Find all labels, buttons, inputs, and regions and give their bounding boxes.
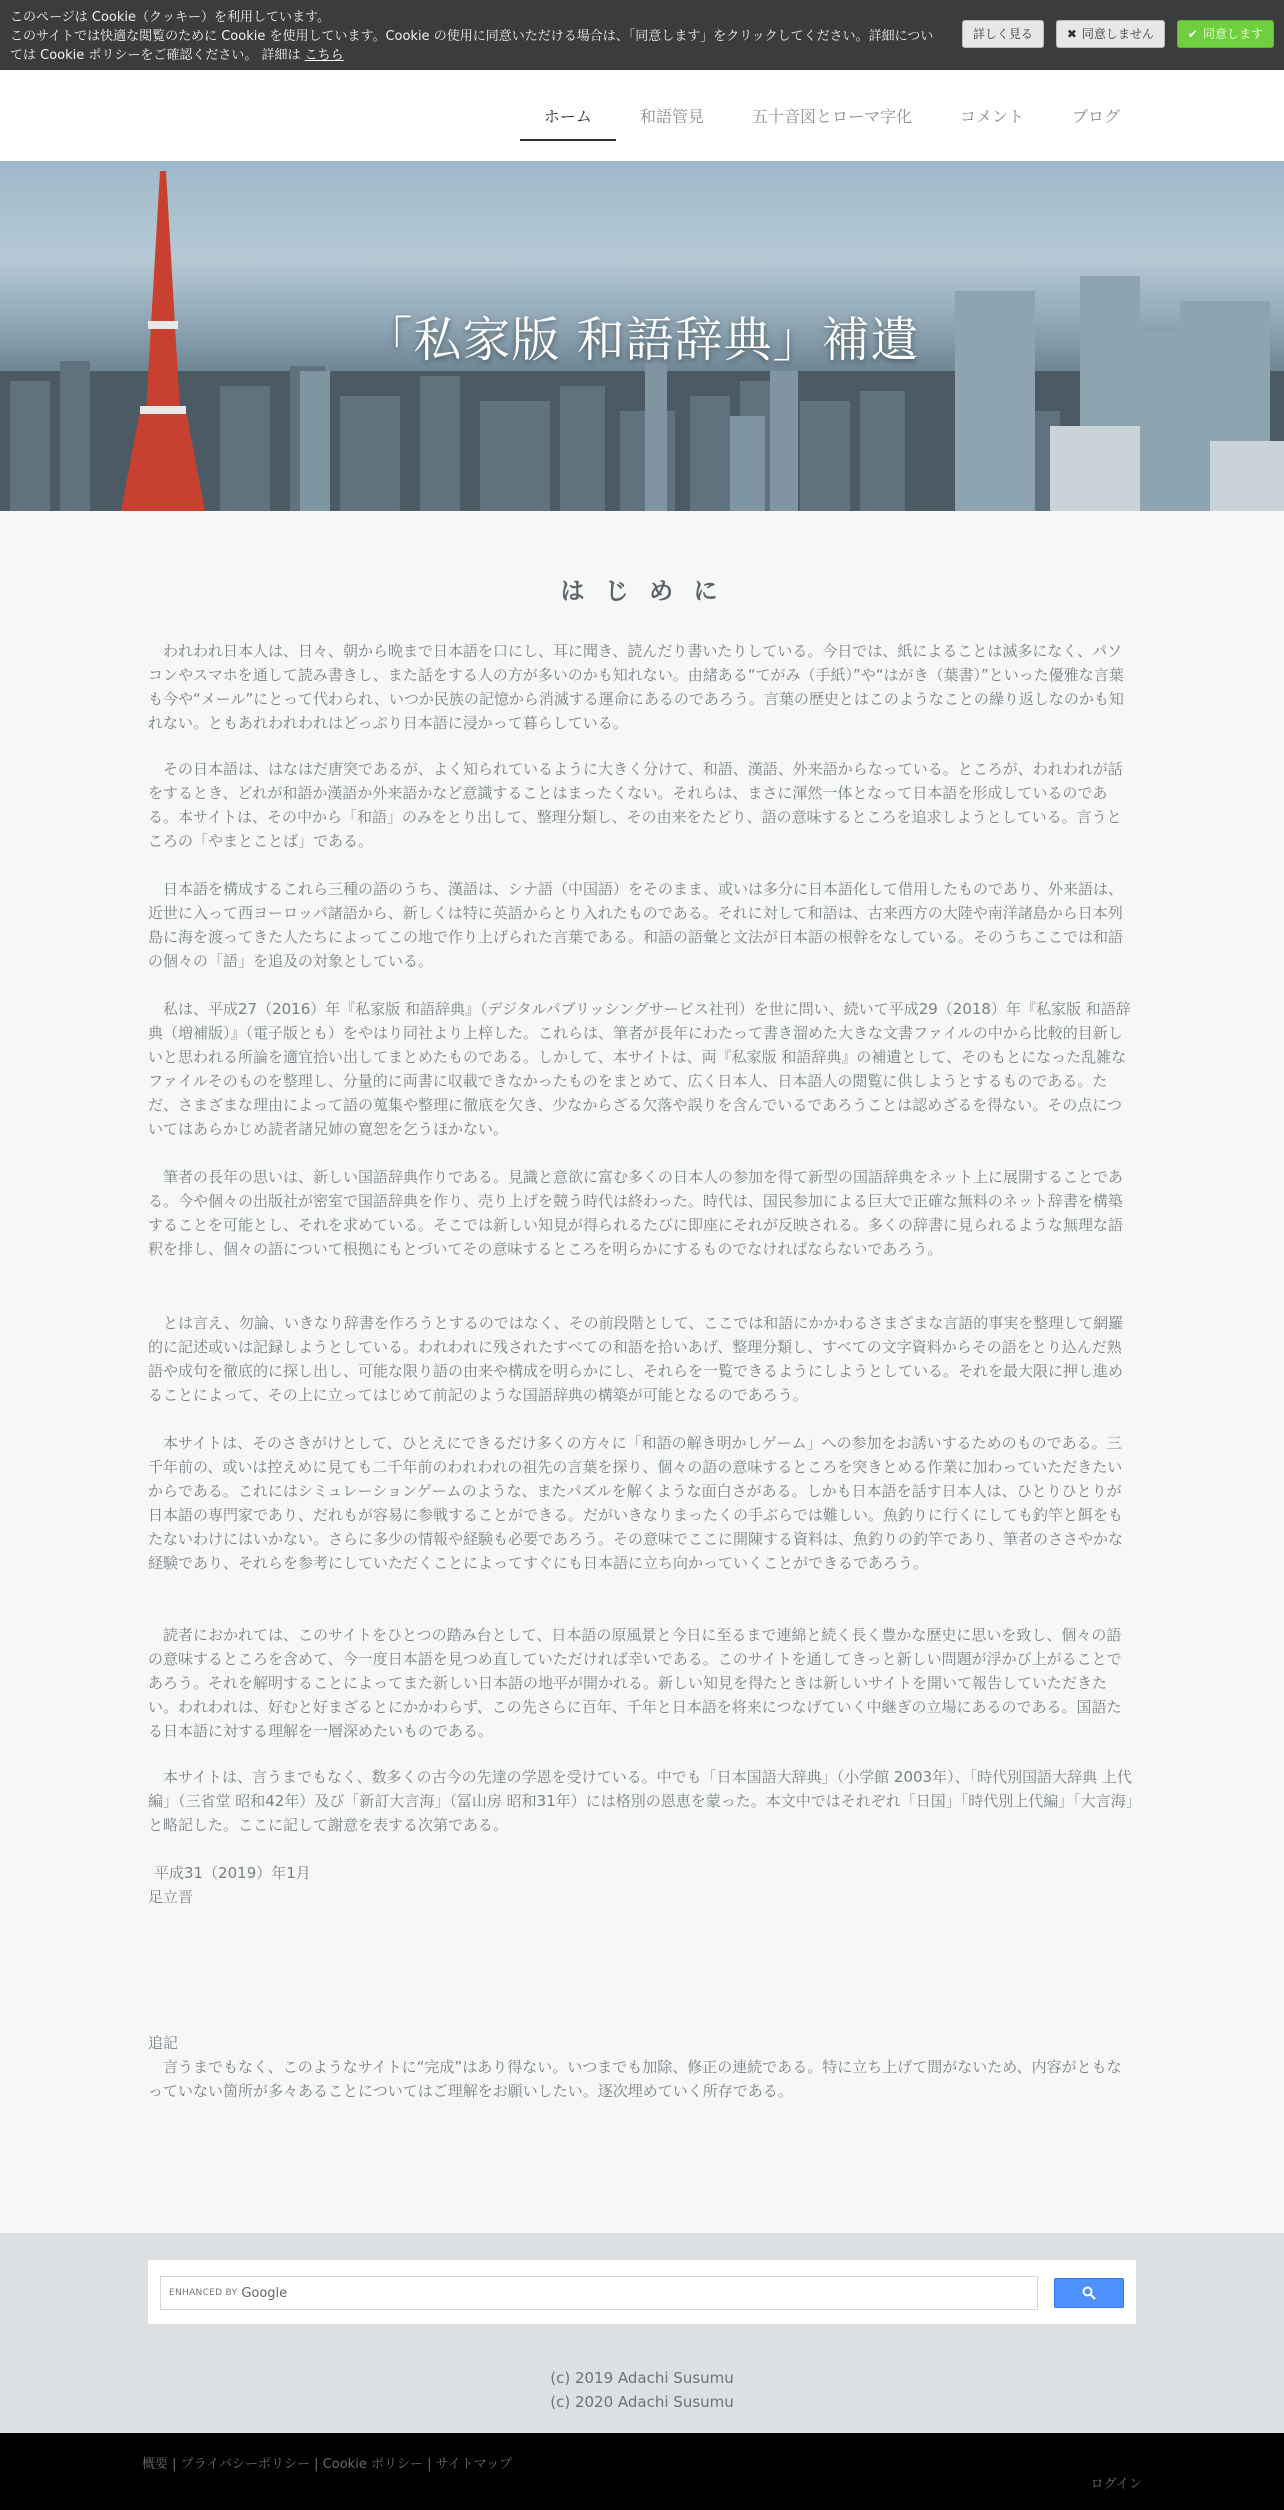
intro-paragraph-2: その日本語は、はなはだ唐突であるが、よく知られているように大きく分けて、和語、漢語、外来語からなっている。ところが、われわれが話をするとき、どれが和語か漢語か外来語かなど意識することはまったくない。それらは、まさに渾然一体となって日本語を形成しているのである。本サイトは、その中から「和語」のみをとり出して、整理分類し、その由来をたどり、語の意味するところを追求しようとしている。言うところの「やまとことば」である。 <box>148 760 1123 850</box>
intro-paragraph-9: 本サイトは、言うまでもなく、数多くの古今の先達の学恩を受けている。中でも「日本国語大辞典」（小学館 2003年）、「時代別国語大辞典 上代編」（三省堂 昭和42年）及び「新訂大言海」（冨山房 昭和31年）には格別の恩恵を蒙った。本文中ではそれぞれ「日国」「時代別上代編」「大言海」と略記した。ここに記して謝意を表する次第である。 <box>148 1768 1134 1834</box>
postscript-text: 言うまでもなく、このようなサイトに“完成”はあり得ない。いつまでも加除、修正の連続である。特に立ち上げて間がないため、内容がともなっていない箇所が多々あることについてはご理解をお願いしたい。逐次埋めていく所存である。 <box>148 2058 1122 2100</box>
cookie-decline-label: 同意しません <box>1081 26 1154 41</box>
copyright <box>0 2366 1284 2414</box>
signature-author: 足立晋 <box>148 1888 194 1906</box>
signature-date: 平成31（2019）年1月 <box>154 1864 311 1882</box>
hero-banner <box>0 161 1284 511</box>
copyright-line-1: (c) 2019 Adachi Susumu <box>550 2369 734 2387</box>
search-section <box>0 2233 1284 2433</box>
cookie-line-2: このサイトでは快適な閲覧のために Cookie を使用しています。Cookie の使用に同意いただける場合は、「同意します」をクリックしてください。詳細につい <box>10 29 934 44</box>
copyright-line-2: (c) 2020 Adachi Susumu <box>550 2393 734 2411</box>
intro-paragraph-6: とは言え、勿論、いきなり辞書を作ろうとするのではなく、その前段階として、ここでは和語にかかわるさまざまな言語的事実を整理して網羅的に記述或いは記録しようとしている。われわれに残されたすべての和語を拾いあげ、整理分類し、すべての文字資料からその語をとり込んだ熟語や成句を徹底的に探し出し、可能な限り語の由来や構成を明らかにし、それらを一覧できるようにしようとしている。それを最大限に押し進めることによって、その上に立ってはじめて前記のような国語辞典の構築が可能となるのであろう。 <box>148 1314 1124 1404</box>
cookie-line-1: このページは Cookie（クッキー）を利用しています。 <box>10 10 330 25</box>
cookie-agree-button[interactable] <box>1177 20 1274 48</box>
check-icon: ✔ <box>1187 26 1198 41</box>
google-search-box <box>147 2259 1137 2325</box>
page-title: は じ め に <box>560 577 724 605</box>
hero-title: 「私家版 和語辞典」補遺 <box>364 312 920 368</box>
cookie-text <box>10 8 940 65</box>
footer-link-sitemap[interactable]: サイトマップ <box>435 2457 513 2472</box>
cookie-decline-button[interactable] <box>1056 20 1165 48</box>
intro-paragraph-4: 私は、平成27（2016）年『私家版 和語辞典』（デジタルパブリッシングサービス社刊）を世に問い、続いて平成29（2018）年『私家版 和語辞典（増補版）』（電子版とも）をやはり同社より上梓した。これらは、筆者が長年にわたって書き溜めた大きな文書ファイルの中から比較的目新しいと思われる所論を適宜拾い出してまとめたものである。しかして、本サイトは、両『私家版 和語辞典』の補遺として、そのもとになった乱雑なファイルそのものを整理し、分量的に両書に収載できなかったものをまとめて、広く日本人、日本語人の閲覧に供しようとするものである。ただ、さまざまな理由によって語の蒐集や整理に徹底を欠き、少なからざる欠落や誤りを含んでいるであろうことは認めざるを得ない。その点についてはあらかじめ読者諸兄姉の寛恕を乞うほかない。 <box>148 1000 1131 1138</box>
nav-item-home[interactable]: ホーム <box>520 98 616 141</box>
footer-separator: | <box>172 2457 181 2472</box>
cookie-details-button[interactable] <box>962 20 1044 48</box>
footer-separator: | <box>314 2457 323 2472</box>
cookie-details-label: 詳しく見る <box>972 26 1033 41</box>
nav-item-comments[interactable]: コメント <box>959 107 1024 126</box>
intro-paragraph-5: 筆者の長年の思いは、新しい国語辞典作りである。見識と意欲に富む多くの日本人の参加を得て新型の国語辞典をネット上に展開することである。今や個々の出版社が密室で国語辞典を作り、売り上げを競う時代は終わった。時代は、国民参加による巨大で正確な無料のネット辞書を構築することを可能とし、それを求めている。そこでは新しい知見が得られるたびに即座にそれが反映される。多くの辞書に見られるような無理な語釈を排し、個々の語について根拠にもとづいてその意味するところを明らかにするものでなければならないであろう。 <box>148 1168 1124 1258</box>
intro-paragraph-7: 本サイトは、そのさきがけとして、ひとえにできるだけ多くの方々に「和語の解き明かしゲーム」への参加をお誘いするためのものである。三千年前の、或いは控えめに見ても二千年前のわれわれの祖先の言葉を探り、個々の語の意味するところを突きとめる作業に加わっていただきたいからである。これにはシミュレーションゲームのような、またパズルを解くような面白さがある。しかも日本語を話す日本人は、ひとりひとりが日本語の専門家であり、だれもが容易に参戦することができる。だがいきなりまったくの手ぶらでは難しい。魚釣りに行くにしても釣竿と餌をもたないわけにはいかない。さらに多少の情報や経験も必要であろう。その意味でここに開陳する資料は、魚釣りの釣竿であり、筆者のささやかな経験であり、それらを参考にしていただくことによってすぐにも日本語に立ち向かっていくことができるであろう。 <box>148 1434 1124 1572</box>
footer-links <box>142 2453 512 2472</box>
nav-item-blog[interactable]: ブログ <box>1071 107 1120 126</box>
postscript-label: 追記 <box>148 2034 179 2052</box>
cookie-bar <box>0 0 1284 70</box>
cookie-line-3: ては Cookie ポリシーをご確認ください。 詳細は <box>10 48 305 63</box>
google-logo: Google <box>241 2285 288 2301</box>
nav-item-gojuon[interactable]: 五十音図とローマ字化 <box>751 107 912 126</box>
search-button[interactable] <box>1054 2278 1124 2308</box>
x-icon: ✖ <box>1066 26 1077 41</box>
cookie-policy-link[interactable]: こちら <box>304 48 344 63</box>
intro-paragraph-8: 読者におかれては、このサイトをひとつの踏み台として、日本語の原風景と今日に至るまで連綿と続く長く豊かな歴史に思いを致し、個々の語の意味するところを含めて、今一度日本語を見つめ直していただければ幸いである。このサイトを通してきっと新しい問題が浮かび上がることであろう。それを解明することによってまた新しい日本語の地平が開かれる。新しい知見を得たときは新しいサイトを開いて報告していただきたい。われわれは、好むと好まざるとにかかわらず、この先さらに百年、千年と日本語を将来につなげていく中継ぎの立場にあるのである。国語たる日本語に対する理解を一層深めたいものである。 <box>148 1626 1122 1740</box>
search-icon <box>1082 2286 1096 2300</box>
footer-link-privacy[interactable]: プライバシーポリシー <box>180 2457 311 2472</box>
site-footer <box>0 2433 1284 2510</box>
search-input[interactable] <box>160 2276 1038 2310</box>
site-header <box>0 70 1284 162</box>
main-content <box>0 511 1284 2233</box>
intro-paragraph-3: 日本語を構成するこれら三種の語のうち、漢語は、シナ語（中国語）をそのまま、或いは多分に日本語化して借用したものであり、外来語は、近世に入って西ヨーロッパ諸語から、新しくは特に英語からとり入れたものである。それに対して和語は、古来西方の大陸や南洋諸島から日本列島に海を渡ってきた人たちによってこの地で作り上げられた言葉である。和語の語彙と文法が日本語の根幹をなしている。そのうちここでは和語の個々の「語」を追及の対象としている。 <box>148 880 1124 970</box>
intro-paragraph-1: われわれ日本人は、日々、朝から晩まで日本語を口にし、耳に聞き、読んだり書いたりしている。今日では、紙によることは滅多になく、パソコンやスマホを通して読み書きし、また話をする人の方が多いのかも知れない。由緒ある“てがみ（手紙）”や“はがき（葉書）”といった優雅な言葉も今や“メール”にとって代わられ、いつか民族の記憶から消滅する運命にあるのであろう。言葉の歴史とはこのようなことの繰り返しなのかも知れない。ともあれわれわれはどっぷり日本語に浸かって暮らしている。 <box>148 642 1124 732</box>
login-link[interactable]: ログイン <box>1090 2477 1142 2492</box>
footer-separator: | <box>427 2457 436 2472</box>
footer-link-cookie[interactable]: Cookie ポリシー <box>322 2457 423 2472</box>
cookie-agree-label: 同意します <box>1202 26 1263 41</box>
footer-link-about[interactable]: 概要 <box>142 2457 169 2472</box>
search-brand-text: ENHANCED BY <box>169 2288 238 2298</box>
nav-item-wago-kanken[interactable]: 和語管見 <box>639 107 704 126</box>
cookie-buttons <box>962 20 1274 48</box>
main-nav <box>520 98 1144 141</box>
